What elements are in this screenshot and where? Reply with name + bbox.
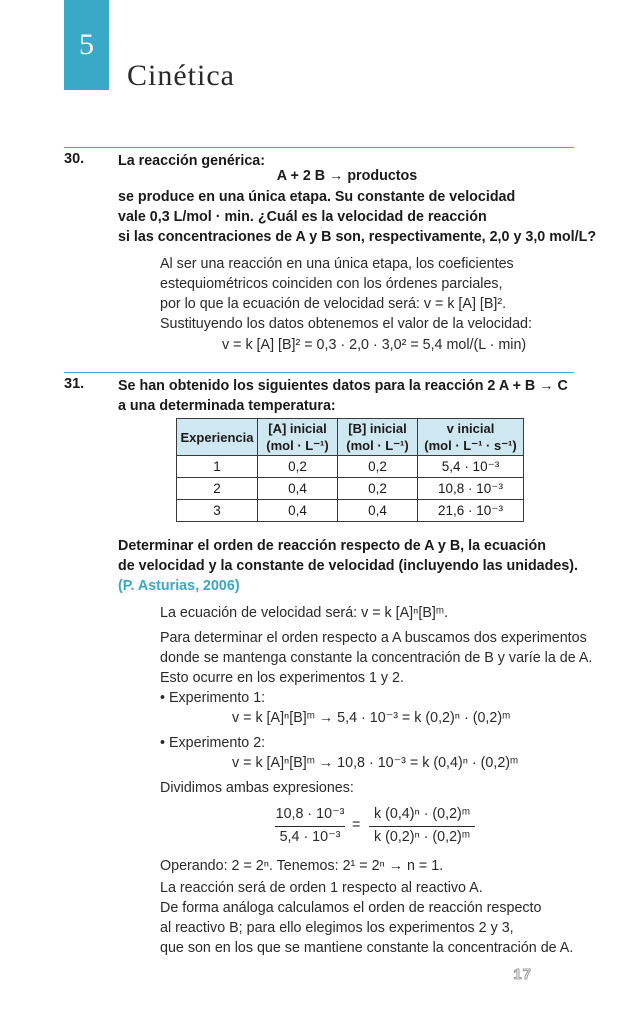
solution-31-divide: Dividimos ambas expresiones:	[160, 780, 354, 796]
solution-31-line-2: Para determinar el orden respecto a A buscamos dos experimentos	[160, 630, 587, 646]
solution-30-equation: v = k [A] [B]² = 0,3 · 2,0 · 3,0² = 5,4 mol/(L · min)	[222, 337, 527, 353]
header-b-inicial: [B] inicial (mol · L⁻¹)	[338, 419, 418, 456]
problem-31-number: 31.	[64, 376, 85, 392]
solution-31-line-3: donde se mantenga constante la concentración de B y varíe la de A.	[160, 650, 593, 666]
bullet-experimento-2: • Experimento 2:	[160, 733, 265, 754]
problem-30-lead: La reacción genérica:	[118, 153, 266, 169]
solution-30-line-2: estequiométricos coinciden con los órdenes parciales,	[160, 276, 503, 292]
problem-30-text-1: se produce en una única etapa. Su constante de velocidad	[118, 189, 516, 205]
table-row: 2 0,4 0,2 10,8 · 10⁻³	[177, 478, 524, 500]
equation-experimento-2: v = k [A]ⁿ[B]ᵐ → 10,8 · 10⁻³ = k (0,4)ⁿ · (0,2)ᵐ	[232, 755, 519, 771]
problem-31-text-2: a una determinada temperatura:	[118, 398, 336, 414]
page-number: 17	[513, 966, 532, 983]
header-a-inicial: [A] inicial (mol · L⁻¹)	[258, 419, 338, 456]
fraction-left-denominator: 5,4 · 10⁻³	[279, 829, 341, 845]
chapter-number: 5	[79, 28, 94, 61]
solution-31-operando: Operando: 2 = 2ⁿ. Tenemos: 2¹ = 2ⁿ → n = 1.	[160, 858, 444, 874]
problem-30-text-3: si las concentraciones de A y B son, respectivamente, 2,0 y 3,0 mol/L?	[118, 229, 597, 245]
problem-30-text-2: vale 0,3 L/mol · min. ¿Cuál es la velocidad de reacción	[118, 209, 487, 225]
solution-31-line-4: Esto ocurre en los experimentos 1 y 2.	[160, 670, 404, 686]
table-row: 1 0,2 0,2 5,4 · 10⁻³	[177, 456, 524, 478]
problem-31-source: (P. Asturias, 2006)	[118, 578, 240, 594]
fraction-left-numerator: 10,8 · 10⁻³	[275, 806, 345, 822]
header-v-inicial: v inicial (mol · L⁻¹ · s⁻¹)	[418, 419, 524, 456]
bullet-experimento-1: • Experimento 1:	[160, 688, 265, 709]
table-header-row	[177, 419, 524, 456]
solution-30-line-3: por lo que la ecuación de velocidad será: v = k [A] [B]².	[160, 296, 507, 312]
table-row: 3 0,4 0,4 21,6 · 10⁻³	[177, 500, 524, 522]
chapter-number-tab	[64, 0, 109, 90]
problem-30-number: 30.	[64, 151, 85, 167]
data-table	[176, 418, 524, 522]
fraction-right-numerator: k (0,4)ⁿ · (0,2)ᵐ	[373, 806, 471, 822]
solution-30-line-4: Sustituyendo los datos obtenemos el valor de la velocidad:	[160, 316, 532, 332]
equation-experimento-1: v = k [A]ⁿ[B]ᵐ → 5,4 · 10⁻³ = k (0,2)ⁿ · (0,2)ᵐ	[232, 710, 511, 726]
fraction-right-denominator: k (0,2)ⁿ · (0,2)ᵐ	[373, 829, 471, 845]
problem-31-text-1: Se han obtenido los siguientes datos para la reacción 2 A + B → C	[118, 378, 568, 394]
fraction-equals: =	[352, 817, 361, 833]
solution-31-line-9: al reactivo B; para ello elegimos los experimentos 2 y 3,	[160, 920, 514, 936]
solution-31-line-1: La ecuación de velocidad será: v = k [A]ⁿ[B]ᵐ.	[160, 605, 448, 621]
problem-31-question-1: Determinar el orden de reacción respecto de A y B, la ecuación	[118, 538, 546, 554]
problem-31-question-2: de velocidad y la constante de velocidad (incluyendo las unidades).	[118, 558, 579, 574]
divider-31	[64, 372, 574, 373]
problem-30-equation: A + 2 B → productos	[276, 168, 418, 184]
chapter-title: Cinética	[127, 59, 235, 92]
solution-31-line-8: De forma análoga calculamos el orden de reacción respecto	[160, 900, 542, 916]
header-experiencia: Experiencia	[177, 419, 258, 456]
solution-31-orden-a: La reacción será de orden 1 respecto al reactivo A.	[160, 880, 483, 896]
solution-30-line-1: Al ser una reacción en una única etapa, los coeficientes	[160, 256, 514, 272]
solution-31-line-10: que son en los que se mantiene constante la concentración de A.	[160, 940, 574, 956]
divider-30	[64, 147, 574, 148]
